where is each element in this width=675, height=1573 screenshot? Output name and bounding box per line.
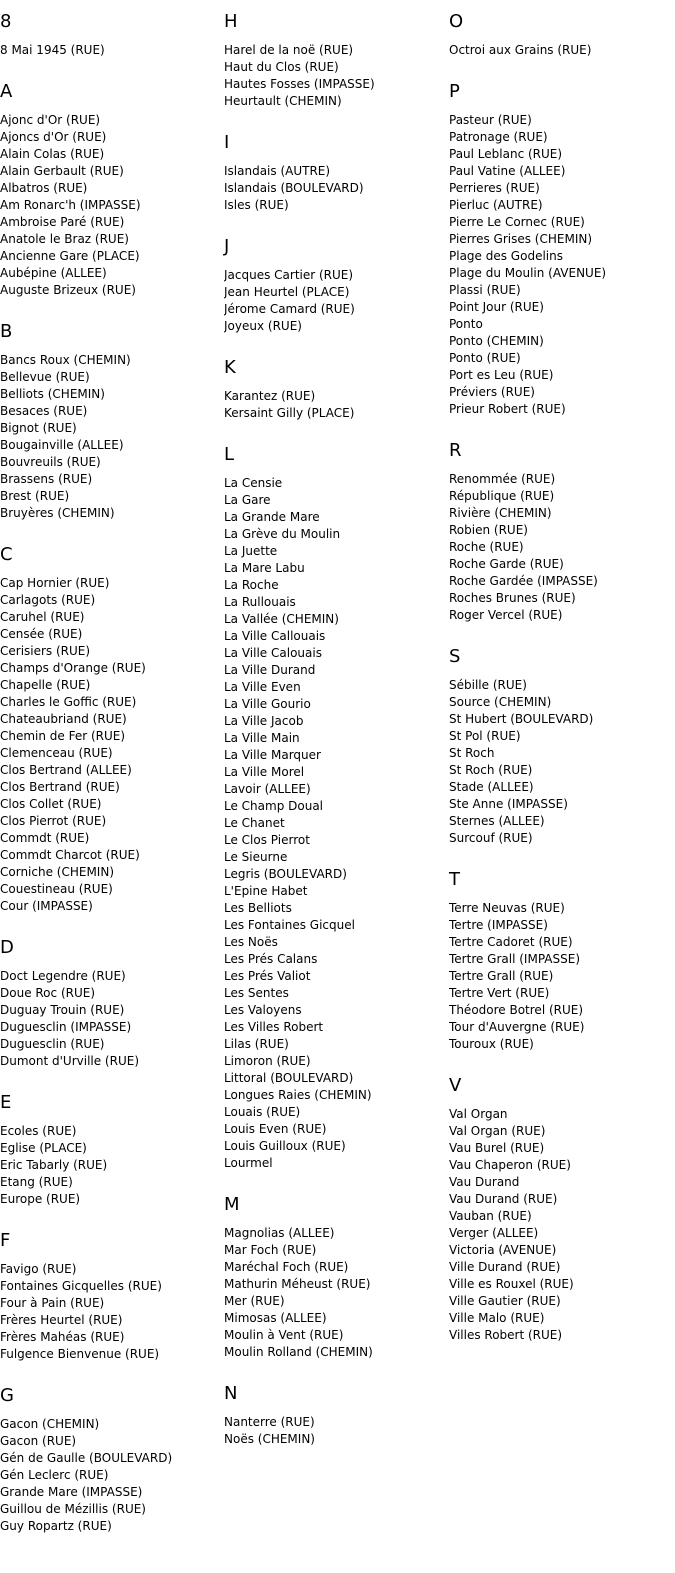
street-name: Val Organ (RUE) xyxy=(449,1124,546,1138)
street-name: Tertre Cadoret (RUE) xyxy=(449,935,573,949)
street-list xyxy=(0,352,222,522)
street-name: Terre Neuvas (RUE) xyxy=(449,901,565,915)
street-name: Clos Pierrot (RUE) xyxy=(0,814,107,828)
street-name: Jean Heurtel (PLACE) xyxy=(224,285,350,299)
street-name: Joyeux (RUE) xyxy=(224,319,302,333)
street-name: La Ville Durand xyxy=(224,663,316,677)
street-name: Chemin de Fer (RUE) xyxy=(0,729,126,743)
street-name: Gén de Gaulle (BOULEVARD) xyxy=(0,1451,173,1465)
street-name: Paul Vatine (ALLEE) xyxy=(449,164,566,178)
street-name: Dumont d'Urville (RUE) xyxy=(0,1054,140,1068)
street-name: La Grève du Moulin xyxy=(224,527,341,541)
street-name: Bouvreuils (RUE) xyxy=(0,455,101,469)
street-name: Renommée (RUE) xyxy=(449,472,556,486)
street-name: Le Sieurne xyxy=(224,850,288,864)
street-name: Censée (RUE) xyxy=(0,627,83,641)
street-name: Louais (RUE) xyxy=(224,1105,301,1119)
street-list xyxy=(224,475,446,1172)
street-name: Bruyères (CHEMIN) xyxy=(0,506,115,520)
section-letter-heading: L xyxy=(224,444,235,465)
street-name: Frères Heurtel (RUE) xyxy=(0,1313,123,1327)
street-name: Am Ronarc'h (IMPASSE) xyxy=(0,198,141,212)
letter-section xyxy=(449,646,671,847)
street-list xyxy=(449,42,671,59)
street-name: Gén Leclerc (RUE) xyxy=(0,1468,109,1482)
street-name: Roche Garde (RUE) xyxy=(449,557,564,571)
street-name: Ville es Rouxel (RUE) xyxy=(449,1277,574,1291)
street-list xyxy=(224,42,446,110)
section-letter-heading: C xyxy=(0,544,13,565)
street-list xyxy=(449,1106,671,1344)
street-name: La Ville Callouais xyxy=(224,629,326,643)
letter-section xyxy=(449,81,671,418)
street-name: Touroux (RUE) xyxy=(449,1037,534,1051)
street-name: Caruhel (RUE) xyxy=(0,610,85,624)
street-list xyxy=(224,163,446,214)
street-name: Mar Foch (RUE) xyxy=(224,1243,317,1257)
street-name: Aubépine (ALLEE) xyxy=(0,266,107,280)
street-name: Clos Collet (RUE) xyxy=(0,797,102,811)
street-name: Bancs Roux (CHEMIN) xyxy=(0,353,131,367)
street-name: Duguesclin (IMPASSE) xyxy=(0,1020,132,1034)
letter-section xyxy=(0,1385,222,1535)
street-name: St Roch (RUE) xyxy=(449,763,533,777)
street-name: Stade (ALLEE) xyxy=(449,780,534,794)
section-letter-heading: 8 xyxy=(0,11,12,32)
street-name: La Ville Main xyxy=(224,731,300,745)
street-name: Le Clos Pierrot xyxy=(224,833,310,847)
street-name: La Juette xyxy=(224,544,278,558)
street-name: Magnolias (ALLEE) xyxy=(224,1226,335,1240)
street-name: Clos Bertrand (ALLEE) xyxy=(0,763,132,777)
street-name: Bougainville (ALLEE) xyxy=(0,438,124,452)
street-name: La Ville Gourio xyxy=(224,697,311,711)
section-letter-heading: F xyxy=(0,1230,11,1251)
street-name: La Mare Labu xyxy=(224,561,305,575)
letter-section xyxy=(224,444,446,1172)
street-name: Carlagots (RUE) xyxy=(0,593,96,607)
section-letter-heading: I xyxy=(224,132,230,153)
street-name: Legris (BOULEVARD) xyxy=(224,867,347,881)
street-name: La Censie xyxy=(224,476,283,490)
letter-section xyxy=(0,1230,222,1363)
street-name: Eglise (PLACE) xyxy=(0,1141,87,1155)
street-name: Plage des Godelins xyxy=(449,249,563,263)
street-name: Verger (ALLEE) xyxy=(449,1226,539,1240)
street-name: Vau Durand xyxy=(449,1175,520,1189)
street-name: Haut du Clos (RUE) xyxy=(224,60,339,74)
section-letter-heading: P xyxy=(449,81,460,102)
street-name: Gacon (CHEMIN) xyxy=(0,1417,100,1431)
street-name: Bellevue (RUE) xyxy=(0,370,90,384)
street-name: Nanterre (RUE) xyxy=(224,1415,315,1429)
street-name: Roche Gardée (IMPASSE) xyxy=(449,574,598,588)
street-name: Les Fontaines Gicquel xyxy=(224,918,355,932)
street-list xyxy=(0,575,222,915)
street-name: La Roche xyxy=(224,578,279,592)
letter-section xyxy=(224,11,446,110)
street-name: Ponto (CHEMIN) xyxy=(449,334,544,348)
street-name: Tour d'Auvergne (RUE) xyxy=(449,1020,585,1034)
section-letter-heading: T xyxy=(449,869,460,890)
street-name: Plage du Moulin (AVENUE) xyxy=(449,266,607,280)
street-name: Brassens (RUE) xyxy=(0,472,93,486)
street-name: Fulgence Bienvenue (RUE) xyxy=(0,1347,160,1361)
section-letter-heading: H xyxy=(224,11,238,32)
street-name: Couestineau (RUE) xyxy=(0,882,113,896)
street-name: Guillou de Mézillis (RUE) xyxy=(0,1502,146,1516)
letter-section xyxy=(449,1075,671,1344)
section-letter-heading: M xyxy=(224,1194,240,1215)
street-list xyxy=(449,112,671,418)
street-list xyxy=(224,1414,446,1448)
street-name: Les Valoyens xyxy=(224,1003,302,1017)
street-name: Rivière (CHEMIN) xyxy=(449,506,552,520)
street-list xyxy=(224,267,446,335)
street-name: Ajoncs d'Or (RUE) xyxy=(0,130,107,144)
street-name: Point Jour (RUE) xyxy=(449,300,544,314)
street-name: Pierre Le Cornec (RUE) xyxy=(449,215,585,229)
letter-section xyxy=(224,132,446,214)
street-name: Albatros (RUE) xyxy=(0,181,88,195)
street-name: Islandais (BOULEVARD) xyxy=(224,181,364,195)
street-list xyxy=(449,900,671,1053)
street-name: Le Chanet xyxy=(224,816,285,830)
street-name: St Hubert (BOULEVARD) xyxy=(449,712,594,726)
street-index-column-1 xyxy=(0,11,222,1557)
street-name: Source (CHEMIN) xyxy=(449,695,552,709)
street-name: Charles le Goffic (RUE) xyxy=(0,695,137,709)
section-letter-heading: J xyxy=(224,236,230,257)
street-name: Port es Leu (RUE) xyxy=(449,368,554,382)
street-name: Ponto (RUE) xyxy=(449,351,521,365)
street-name: Ste Anne (IMPASSE) xyxy=(449,797,568,811)
letter-section xyxy=(224,236,446,335)
street-name: Ambroise Paré (RUE) xyxy=(0,215,125,229)
street-name: Brest (RUE) xyxy=(0,489,70,503)
street-name: Lilas (RUE) xyxy=(224,1037,289,1051)
street-name: Roches Brunes (RUE) xyxy=(449,591,576,605)
section-letter-heading: B xyxy=(0,321,13,342)
street-name: Perrieres (RUE) xyxy=(449,181,540,195)
letter-section xyxy=(224,357,446,422)
street-name: Bignot (RUE) xyxy=(0,421,77,435)
street-name: Besaces (RUE) xyxy=(0,404,88,418)
street-name: Ecoles (RUE) xyxy=(0,1124,77,1138)
street-name: Pierluc (AUTRE) xyxy=(449,198,543,212)
letter-section xyxy=(449,11,671,59)
street-name: Villes Robert (RUE) xyxy=(449,1328,563,1342)
street-name: Belliots (CHEMIN) xyxy=(0,387,105,401)
letter-section xyxy=(0,321,222,522)
street-name: Chapelle (RUE) xyxy=(0,678,91,692)
street-name: Doct Legendre (RUE) xyxy=(0,969,126,983)
street-name: Pierres Grises (CHEMIN) xyxy=(449,232,593,246)
street-name: La Rullouais xyxy=(224,595,296,609)
street-list xyxy=(0,1123,222,1208)
street-name: Grande Mare (IMPASSE) xyxy=(0,1485,143,1499)
section-letter-heading: K xyxy=(224,357,236,378)
street-name: L'Epine Habet xyxy=(224,884,308,898)
street-name: Auguste Brizeux (RUE) xyxy=(0,283,136,297)
letter-section xyxy=(449,440,671,624)
street-name: Corniche (CHEMIN) xyxy=(0,865,114,879)
street-name: Lavoir (ALLEE) xyxy=(224,782,311,796)
street-name: Les Sentes xyxy=(224,986,289,1000)
street-name: Tertre (IMPASSE) xyxy=(449,918,548,932)
letter-section xyxy=(0,544,222,915)
street-index-column-3 xyxy=(449,11,671,1366)
street-name: Harel de la noë (RUE) xyxy=(224,43,354,57)
street-name: Roger Vercel (RUE) xyxy=(449,608,563,622)
street-name: Mathurin Méheust (RUE) xyxy=(224,1277,371,1291)
street-name: La Ville Calouais xyxy=(224,646,322,660)
street-name: Les Villes Robert xyxy=(224,1020,324,1034)
street-name: Tertre Grall (RUE) xyxy=(449,969,554,983)
street-name: La Ville Morel xyxy=(224,765,305,779)
street-name: Vau Chaperon (RUE) xyxy=(449,1158,571,1172)
street-name: La Gare xyxy=(224,493,271,507)
street-name: Préviers (RUE) xyxy=(449,385,535,399)
street-name: Kersaint Gilly (PLACE) xyxy=(224,406,355,420)
street-name: Les Prés Calans xyxy=(224,952,318,966)
letter-section xyxy=(0,81,222,299)
street-name: Karantez (RUE) xyxy=(224,389,316,403)
street-name: La Ville Jacob xyxy=(224,714,304,728)
street-name: Champs d'Orange (RUE) xyxy=(0,661,146,675)
section-letter-heading: V xyxy=(449,1075,462,1096)
street-name: Gacon (RUE) xyxy=(0,1434,77,1448)
street-name: Cerisiers (RUE) xyxy=(0,644,91,658)
street-name: Ancienne Gare (PLACE) xyxy=(0,249,140,263)
section-letter-heading: E xyxy=(0,1092,12,1113)
street-name: Sébille (RUE) xyxy=(449,678,527,692)
street-name: 8 Mai 1945 (RUE) xyxy=(0,43,105,57)
section-letter-heading: D xyxy=(0,937,14,958)
street-name: Guy Ropartz (RUE) xyxy=(0,1519,112,1533)
street-name: La Ville Marquer xyxy=(224,748,321,762)
street-name: Sternes (ALLEE) xyxy=(449,814,545,828)
street-name: Eric Tabarly (RUE) xyxy=(0,1158,108,1172)
section-letter-heading: O xyxy=(449,11,464,32)
street-name: Limoron (RUE) xyxy=(224,1054,311,1068)
street-name: Moulin Rolland (CHEMIN) xyxy=(224,1345,373,1359)
street-name: Moulin à Vent (RUE) xyxy=(224,1328,344,1342)
letter-section xyxy=(224,1383,446,1448)
street-name: Octroi aux Grains (RUE) xyxy=(449,43,592,57)
street-name: Les Prés Valiot xyxy=(224,969,311,983)
street-name: Doue Roc (RUE) xyxy=(0,986,96,1000)
street-name: La Vallée (CHEMIN) xyxy=(224,612,339,626)
street-list xyxy=(449,471,671,624)
street-name: Chateaubriand (RUE) xyxy=(0,712,127,726)
street-name: Mer (RUE) xyxy=(224,1294,285,1308)
street-name: Europe (RUE) xyxy=(0,1192,81,1206)
street-name: Pasteur (RUE) xyxy=(449,113,532,127)
street-name: Clos Bertrand (RUE) xyxy=(0,780,120,794)
section-letter-heading: A xyxy=(0,81,13,102)
street-list xyxy=(0,1261,222,1363)
street-name: Surcouf (RUE) xyxy=(449,831,533,845)
street-name: Paul Leblanc (RUE) xyxy=(449,147,563,161)
street-name: Ville Durand (RUE) xyxy=(449,1260,561,1274)
section-letter-heading: G xyxy=(0,1385,14,1406)
street-list xyxy=(224,1225,446,1361)
street-name: Le Champ Doual xyxy=(224,799,324,813)
street-list xyxy=(0,1416,222,1535)
street-name: Tertre Vert (RUE) xyxy=(449,986,550,1000)
street-name: Ajonc d'Or (RUE) xyxy=(0,113,101,127)
street-name: Patronage (RUE) xyxy=(449,130,548,144)
street-name: Commdt (RUE) xyxy=(0,831,90,845)
street-name: Vauban (RUE) xyxy=(449,1209,532,1223)
street-name: Vau Durand (RUE) xyxy=(449,1192,558,1206)
street-index-column-2 xyxy=(224,11,446,1470)
street-name: Ponto xyxy=(449,317,483,331)
street-name: Mimosas (ALLEE) xyxy=(224,1311,327,1325)
street-name: Maréchal Foch (RUE) xyxy=(224,1260,349,1274)
street-name: Fontaines Gicquelles (RUE) xyxy=(0,1279,162,1293)
street-name: Ville Malo (RUE) xyxy=(449,1311,545,1325)
letter-section xyxy=(0,11,222,59)
letter-section xyxy=(224,1194,446,1361)
street-name: Roche (RUE) xyxy=(449,540,524,554)
letter-section xyxy=(449,869,671,1053)
street-name: Vau Burel (RUE) xyxy=(449,1141,545,1155)
street-name: Frères Mahéas (RUE) xyxy=(0,1330,125,1344)
street-name: Heurtault (CHEMIN) xyxy=(224,94,342,108)
street-name: Alain Gerbault (RUE) xyxy=(0,164,124,178)
street-name: Prieur Robert (RUE) xyxy=(449,402,566,416)
street-name: St Pol (RUE) xyxy=(449,729,521,743)
street-name: Jérome Camard (RUE) xyxy=(224,302,355,316)
section-letter-heading: S xyxy=(449,646,461,667)
street-name: Duguay Trouin (RUE) xyxy=(0,1003,125,1017)
street-name: Louis Guilloux (RUE) xyxy=(224,1139,346,1153)
street-name: Plassi (RUE) xyxy=(449,283,521,297)
street-name: Louis Even (RUE) xyxy=(224,1122,327,1136)
street-name: Victoria (AVENUE) xyxy=(449,1243,557,1257)
street-name: Isles (RUE) xyxy=(224,198,289,212)
street-name: Etang (RUE) xyxy=(0,1175,73,1189)
street-name: Noës (CHEMIN) xyxy=(224,1432,315,1446)
street-list xyxy=(0,968,222,1070)
street-name: Alain Colas (RUE) xyxy=(0,147,105,161)
street-name: Four à Pain (RUE) xyxy=(0,1296,105,1310)
street-name: Hautes Fosses (IMPASSE) xyxy=(224,77,375,91)
street-name: Anatole le Braz (RUE) xyxy=(0,232,129,246)
street-list xyxy=(449,677,671,847)
street-name: Jacques Cartier (RUE) xyxy=(224,268,354,282)
street-name: Robien (RUE) xyxy=(449,523,528,537)
section-letter-heading: N xyxy=(224,1383,238,1404)
letter-section xyxy=(0,1092,222,1208)
street-name: Cap Hornier (RUE) xyxy=(0,576,110,590)
street-name: Duguesclin (RUE) xyxy=(0,1037,105,1051)
letter-section xyxy=(0,937,222,1070)
street-name: Ville Gautier (RUE) xyxy=(449,1294,561,1308)
street-name: Islandais (AUTRE) xyxy=(224,164,331,178)
street-name: Cour (IMPASSE) xyxy=(0,899,93,913)
street-list xyxy=(0,112,222,299)
street-name: Clemenceau (RUE) xyxy=(0,746,113,760)
street-name: Commdt Charcot (RUE) xyxy=(0,848,140,862)
street-name: Tertre Grall (IMPASSE) xyxy=(449,952,580,966)
street-list xyxy=(0,42,222,59)
street-name: Les Noës xyxy=(224,935,278,949)
street-name: Théodore Botrel (RUE) xyxy=(449,1003,584,1017)
street-name: Val Organ xyxy=(449,1107,508,1121)
street-name: La Ville Even xyxy=(224,680,301,694)
street-name: St Roch xyxy=(449,746,495,760)
street-name: République (RUE) xyxy=(449,489,555,503)
street-list xyxy=(224,388,446,422)
section-letter-heading: R xyxy=(449,440,462,461)
street-name: La Grande Mare xyxy=(224,510,320,524)
street-name: Lourmel xyxy=(224,1156,273,1170)
street-name: Littoral (BOULEVARD) xyxy=(224,1071,354,1085)
street-name: Les Belliots xyxy=(224,901,292,915)
street-name: Longues Raies (CHEMIN) xyxy=(224,1088,372,1102)
street-name: Favigo (RUE) xyxy=(0,1262,77,1276)
